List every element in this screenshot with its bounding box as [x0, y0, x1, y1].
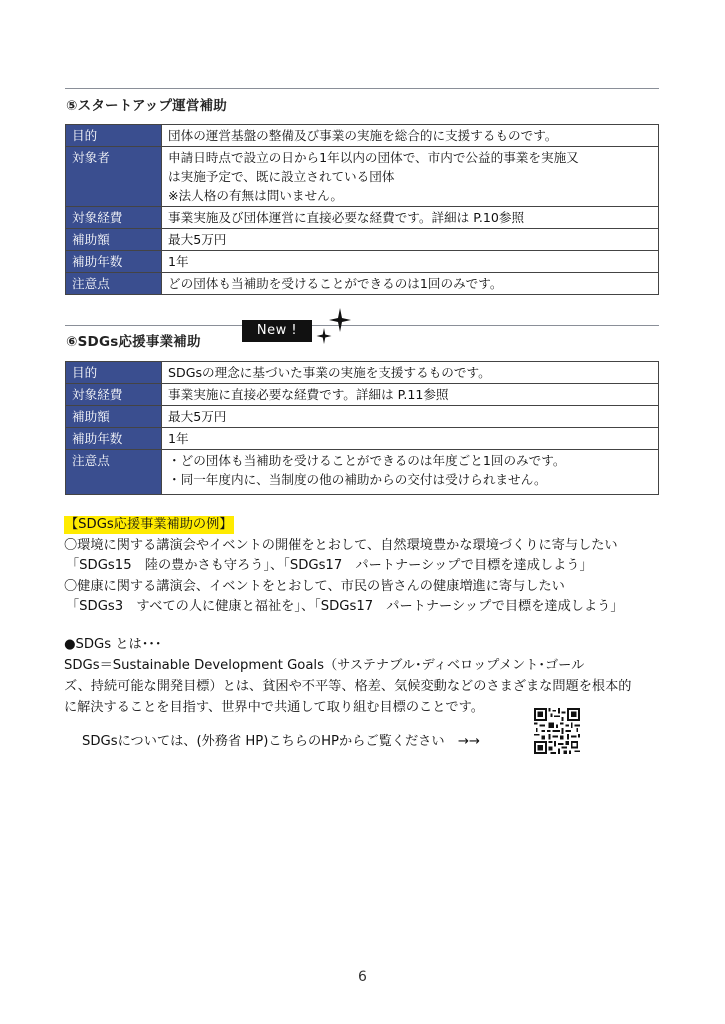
row-value	[162, 251, 659, 273]
row-label: 目的	[66, 362, 162, 384]
about-line: に解決することを目指す、世界中で共通して取り組む目標のことです。	[64, 700, 484, 715]
row-value	[162, 384, 659, 406]
value-line: 最大5万円	[168, 409, 227, 424]
example-line: 「SDGs3 すべての人に健康と福祉を」、「SDGs17 パートナーシップで目標を達成しよう」	[66, 599, 624, 614]
table-row	[66, 125, 659, 147]
value-line: 1年	[168, 254, 189, 269]
row-label: 目的	[66, 125, 162, 147]
table-row	[66, 384, 659, 406]
row-label: 補助額	[66, 229, 162, 251]
row-value	[162, 273, 659, 295]
about-heading: ●SDGs とは･･･	[64, 637, 162, 652]
row-label: 注意点	[66, 273, 162, 295]
table-row	[66, 406, 659, 428]
sparkle-icon	[314, 306, 354, 346]
row-label: 対象経費	[66, 207, 162, 229]
value-line: 1年	[168, 431, 189, 446]
section6-table	[65, 361, 659, 495]
row-value	[162, 147, 659, 207]
section5-table	[65, 124, 659, 295]
row-value	[162, 229, 659, 251]
table-row	[66, 251, 659, 273]
row-label: 補助年数	[66, 428, 162, 450]
row-value	[162, 450, 659, 495]
examples-block	[64, 515, 664, 618]
reference-text: SDGsについては、(外務省 HP)こちらのHPからご覧ください →→	[82, 734, 480, 749]
section5-top-rule	[65, 88, 659, 89]
value-line: ※法人格の有無は問いません。	[168, 188, 344, 203]
section6-top-rule	[65, 325, 659, 326]
value-line: 事業実施に直接必要な経費です。詳細は P.11参照	[168, 387, 449, 402]
row-value	[162, 428, 659, 450]
row-label: 対象者	[66, 147, 162, 207]
example-line: 「SDGs15 陸の豊かさも守ろう」、「SDGs17 パートナーシップで目標を達成しよう」	[66, 558, 593, 573]
value-line: 団体の運営基盤の整備及び事業の実施を総合的に支援するものです。	[168, 128, 558, 143]
row-value	[162, 207, 659, 229]
row-label: 対象経費	[66, 384, 162, 406]
row-value	[162, 362, 659, 384]
examples-heading: 【SDGs応援事業補助の例】	[65, 517, 233, 532]
section6-title: ⑥SDGs応援事業補助	[66, 334, 201, 350]
table-row	[66, 362, 659, 384]
table-row	[66, 207, 659, 229]
example-line: 〇健康に関する講演会、イベントをとおして、市民の皆さんの健康増進に寄与したい	[64, 578, 565, 594]
value-line: ・同一年度内に、当制度の他の補助からの交付は受けられません。	[168, 472, 547, 487]
section5-title: ⑤スタートアップ運営補助	[66, 98, 227, 114]
value-line: SDGsの理念に基づいた事業の実施を支援するものです。	[168, 365, 491, 380]
value-line: は実施予定で、既に設立されている団体	[168, 169, 395, 184]
table-row	[66, 147, 659, 207]
row-label: 注意点	[66, 450, 162, 495]
table-row	[66, 428, 659, 450]
table-row	[66, 273, 659, 295]
page-number: 6	[358, 969, 367, 985]
example-line: 〇環境に関する講演会やイベントの開催をとおして、自然環境豊かな環境づくりに寄与したい	[64, 537, 618, 553]
table-row	[66, 450, 659, 495]
value-line: どの団体も当補助を受けることができるのは1回のみです。	[168, 276, 503, 291]
row-label: 補助年数	[66, 251, 162, 273]
row-label: 補助額	[66, 406, 162, 428]
new-badge: New !	[242, 320, 312, 342]
value-line: 最大5万円	[168, 232, 227, 247]
table-row	[66, 229, 659, 251]
about-sdgs-block	[64, 634, 664, 718]
about-line: SDGs＝Sustainable Development Goals（サステナブル･ディベロップメント･ゴール	[64, 658, 585, 673]
about-line: ズ、持続可能な開発目標）とは、貧困や不平等、格差、気候変動などのさまざまな問題を根本的	[64, 679, 632, 694]
value-line: ・どの団体も当補助を受けることができるのは年度ごと1回のみです。	[168, 453, 566, 468]
row-value	[162, 125, 659, 147]
qr-code-icon[interactable]	[534, 708, 580, 754]
row-value	[162, 406, 659, 428]
value-line: 申請日時点で設立の日から1年以内の団体で、市内で公益的事業を実施又	[168, 150, 579, 165]
value-line: 事業実施及び団体運営に直接必要な経費です。詳細は P.10参照	[168, 210, 525, 225]
